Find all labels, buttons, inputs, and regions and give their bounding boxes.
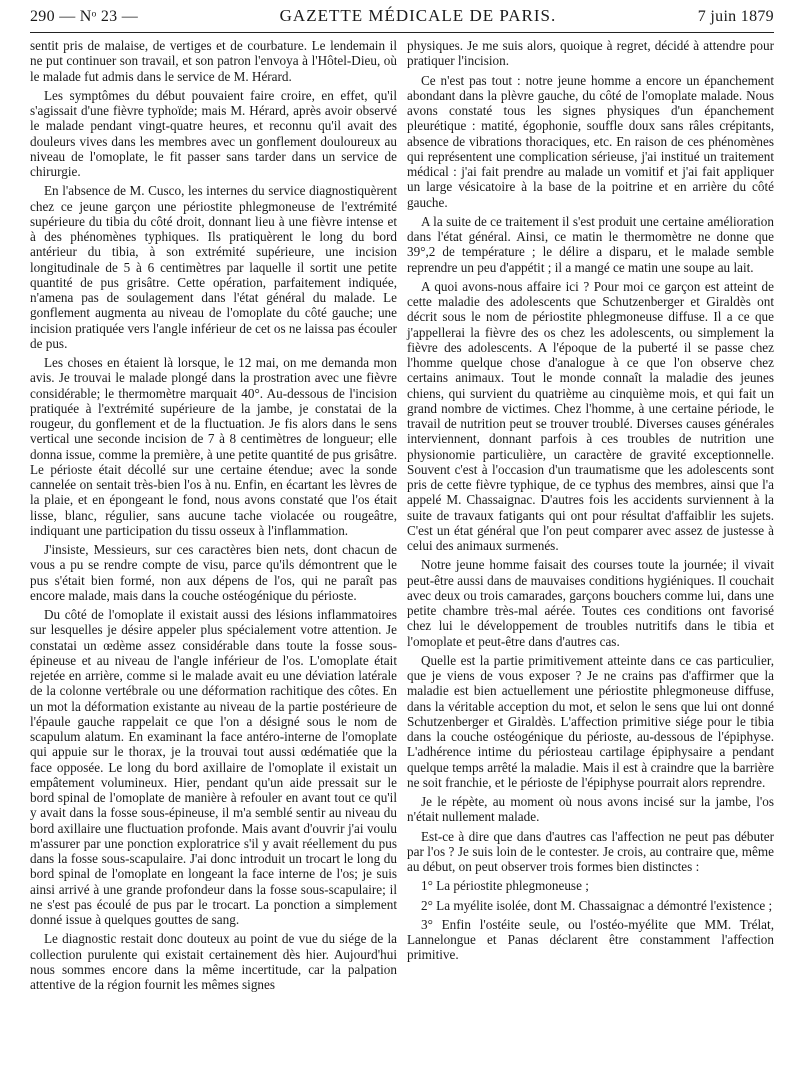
paragraph: A la suite de ce traitement il s'est produit une certaine amélioration dans l'état général. Ainsi, ce matin le thermomètre ne donne que 39°,2 de température ; le délire a disparu, et le malade semble reprendre un peu d'appétit ; il a mangé ce matin une soupe au lait. [407, 213, 774, 275]
paragraph: J'insiste, Messieurs, sur ces caractères bien nets, dont chacun de vous a pu se rendre compte de visu, parce qu'ils démontrent que le pus s'était bien formé, non aux dépens de l'os, qui ne paraît pas encore malade, mais dans la couche ostéogénique du périoste. [30, 542, 397, 603]
paragraph: sentit pris de malaise, de vertiges et de courbature. Le lendemain il ne put continuer son travail, et son patron l'envoya à l'Hôtel-Dieu, où le malade fut admis dans le service de M. Hérard. [30, 38, 397, 84]
paragraph: Du côté de l'omoplate il existait aussi des lésions inflammatoires sur lesquelles je désire appeler plus spécialement votre attention. Je constatai un œdème assez considérable dans toute la fosse sous-épineuse et au niveau de l'angle inférieur de l'os. L'omoplate était rejetée en arrière, comme si le malade avait eu une déviation latérale de la colonne vertébrale ou une déformation rachitique des côtes. En un mot la déformation existante au niveau de la partie postérieure de l'épaule gauche rappelait ce que l'on a désigné sous le nom de scapulum alatum. En examinant la face antéro-interne de l'omoplate qui appuie sur le thorax, je la trouvai tout aussi œdématiée que la face opposée. Le long du bord axillaire de l'omoplate il existait un empâtement volumineux. Hier, pendant qu'un aide pressait sur le bord spinal de l'omoplate de manière à refouler en avant tout ce qu'il y avait dans la fosse sous-épineuse, il m'a semblé sentir au niveau du bord axillaire une fluctuation profonde. Mais avant d'ouvrir j'ai voulu m'assurer par une ponction exploratrice s'il y avait réellement du pus dans la fosse sous-scapulaire. J'ai donc introduit un trocart le long du bord spinal de l'omoplate en longeant la face interne de l'os; je suis ainsi arrivé à une grande profondeur dans la fosse sous-scapulaire; il ne s'est pas écoulé de pus par le trocart. La ponction a simplement donné issue à quelques gouttes de sang. [30, 607, 397, 927]
issue-date: 7 juin 1879 [697, 8, 774, 25]
paragraph: Est-ce à dire que dans d'autres cas l'affection ne peut pas débuter par l'os ? Je suis loin de le contester. Je crois, au contraire que, même au début, on peut observer trois formes bien distinctes : [407, 828, 774, 874]
list-item: 3° Enfin l'ostéite seule, ou l'ostéo-myélite que MM. Trélat, Lannelongue et Panas déclarent être constamment l'affection primitive. [407, 916, 774, 963]
paragraph: Le diagnostic restait donc douteux au point de vue du siége de la collection purulente qui existait certainement dès hier. Aujourd'hui nous sommes encore dans la même incertitude, car la palpation attentive de la région fournit les mêmes signes [30, 931, 397, 992]
paragraph: En l'absence de M. Cusco, les internes du service diagnostiquèrent chez ce jeune garçon une périostite phlegmoneuse de l'extrémité supérieure du tibia du côté droit, donnant lieu à une fièvre intense et à des phénomènes typhiques. Ils pratiquèrent le long du bord antérieur du tibia, à son extrémité supérieure, une incision longitudinale de 5 à 6 centimètres par laquelle il sortit une petite quantité de pus grisâtre. Cette opération, parfaitement indiquée, n'amena pas de soulagement dans l'état général du malade. Le gonflement augmenta au niveau de l'omoplate du côté gauche; une incision pratiquée vers l'angle inférieur de cet os ne laissa pas écouler de pus. [30, 183, 397, 351]
page-number: 290 — Nᵒ 23 — [30, 8, 139, 25]
list-item: 2° La myélite isolée, dont M. Chassaignac a démontré l'existence ; [421, 897, 773, 913]
page-header [30, 6, 774, 33]
list-item: 1° La périostite phlegmoneuse ; [421, 878, 589, 894]
left-column [30, 38, 397, 992]
paragraph: Les choses en étaient là lorsque, le 12 mai, on me demanda mon avis. Je trouvai le malade plongé dans la prostration avec une fièvre considérable; le thermomètre marquait 40°. Au-dessous de l'incision pratiquée à l'extrémité supérieure de la jambe, je constatai de la rougeur, du gonflement et de la fluctuation. Je fis alors dans le sens vertical une seconde incision de 7 à 8 centimètres de longueur; elle donna issue, comme la première, à une petite quantité de pus grisâtre. Le périoste était décollé sur une certaine étendue; avec la sonde cannelée on sentait très-bien l'os à nu. Enfin, en écartant les lèvres de la plaie, et en épongeant le fond, nous avons constaté que l'os était lisse, blanc, régulier, sans aucune tache violacée ou rougeâtre, indiquant une participation du tissu osseux à l'inflammation. [30, 355, 397, 538]
paragraph: Je le répète, au moment où nous avons incisé sur la jambe, l'os n'était nullement malade. [407, 794, 774, 825]
journal-title: GAZETTE MÉDICALE DE PARIS. [279, 6, 557, 25]
paragraph: physiques. Je me suis alors, quoique à regret, décidé à attendre pour pratiquer l'incision. [407, 38, 774, 69]
paragraph: A quoi avons-nous affaire ici ? Pour moi ce garçon est atteint de cette maladie des adolescents que Schutzenberger et Giraldès ont décrit sous le nom de périostite phlegmoneuse diffuse. Il a ce que j'appellerai la fièvre des os chez les adolescents, ou simplement la fièvre des adolescents. A l'époque de la puberté il se passe chez l'homme quelque chose d'analogue à ce que l'on observe chez certains animaux. Tout le monde connaît la maladie des jeunes chiens, qui survient du quatrième au cinquième mois, et qui fait un grand nombre de victimes. Chez l'homme, à une certaine période, le travail de nutrition peut se trouver troublé. Diverses causes générales interviennent, donnant parfois à ces troubles de nutrition une physionomie particulière, un caractère de gravité exceptionnelle. Souvent c'est à l'occasion d'un traumatisme que les adolescents sont pris de cette fièvre typhique, de ce typhus des membres, ainsi que l'a appelé M. Chassaignac. D'autres fois les accidents surviennent à la suite de travaux fatigants qui ont pour résultat d'affaiblir les sujets. C'est un état général que l'on peut comparer avec assez de justesse à celui des animaux surmenés. [407, 278, 774, 553]
paragraph: Ce n'est pas tout : notre jeune homme a encore un épanchement abondant dans la plèvre gauche, du côté de l'omoplate malade. Nous avons constaté tous les signes physiques d'un épanchement pleurétique : matité, égophonie, souffle doux sans râles crépitants, absence de vibrations thoraciques, etc. En raison de ces phénomènes qui représentent une complication sérieuse, j'ai institué un traitement médical : j'ai fait prendre au malade un vomitif et j'ai fait appliquer un large vésicatoire à la base de la poitrine et en arrière du côté gauche. [407, 72, 774, 210]
paragraph: Quelle est la partie primitivement atteinte dans ce cas particulier, que je viens de vous exposer ? Je ne crains pas d'affirmer que la maladie est bien actuellement une périostite phlegmoneuse diffuse, dans la véritable acception du mot, et selon le sens que lui ont donné Schutzenberger et Giraldès. L'affection primitive siége pour le tibia dans la couche ostéogénique du périoste, au-dessous de l'épiphyse. L'adhérence intime du périosteau cartilage épiphysaire a pendant quelque temps arrêté la maladie. Mais il est à craindre que la barrière ne soit franchie, et le périoste de l'épiphyse pourrait alors reprendre. [407, 652, 774, 790]
paragraph: Les symptômes du début pouvaient faire croire, en effet, qu'il s'agissait d'une fièvre typhoïde; mais M. Hérard, après avoir observé le malade pendant vingt-quatre heures, et reconnu qu'il avait des douleurs vives dans les membres avec un gonflement douloureux au niveau de l'omoplate, le fit passer sans tarder dans un service de chirurgie. [30, 87, 397, 179]
paragraph: Notre jeune homme faisait des courses toute la journée; il vivait peut-être aussi dans de mauvaises conditions hygiéniques. Il couchait avec deux ou trois camarades, garçons bouchers comme lui, dans une petite chambre très-mal aérée. Toutes ces conditions ont favorisé chez lui le développement de troubles nutritifs dans le tibia et l'omoplate et peut-être dans d'autres cas. [407, 557, 774, 649]
right-column [407, 38, 774, 992]
article-body [30, 38, 774, 992]
